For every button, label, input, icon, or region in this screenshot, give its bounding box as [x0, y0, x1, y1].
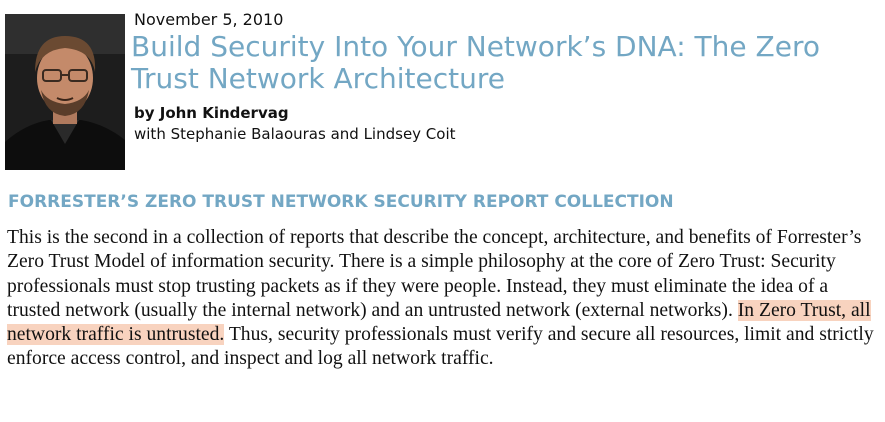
- author-byline: by John Kindervag: [134, 104, 289, 122]
- coauthors-line: with Stephanie Balaouras and Lindsey Coit: [134, 125, 456, 143]
- author-portrait-image: [5, 14, 125, 170]
- paragraph-text-after: Thus, security professionals must verify and secure all resources, limit and strictly enforce access control, and inspect and log all network traffic.: [7, 324, 874, 370]
- intro-paragraph: [7, 226, 877, 372]
- section-heading: FORRESTER’S ZERO TRUST NETWORK SECURITY REPORT COLLECTION: [8, 192, 674, 212]
- paragraph-text-before: This is the second in a collection of reports that describe the concept, architecture, and benefits of Forrester’s Zero Trust Model of information security. There is a simple philosophy at the core of Zero Trust: Security professionals must stop trusting packets as if they were people. Instead, they must eliminate the idea of a trusted network (usually the internal network) and an untrusted network (external networks).: [7, 227, 862, 321]
- author-photo: [5, 14, 125, 170]
- report-title: Build Security Into Your Network’s DNA: The Zero Trust Network Architecture: [131, 30, 820, 95]
- highlighted-sentence: In Zero Trust, all network traffic is untrusted.: [7, 299, 871, 346]
- publication-date: November 5, 2010: [134, 10, 284, 29]
